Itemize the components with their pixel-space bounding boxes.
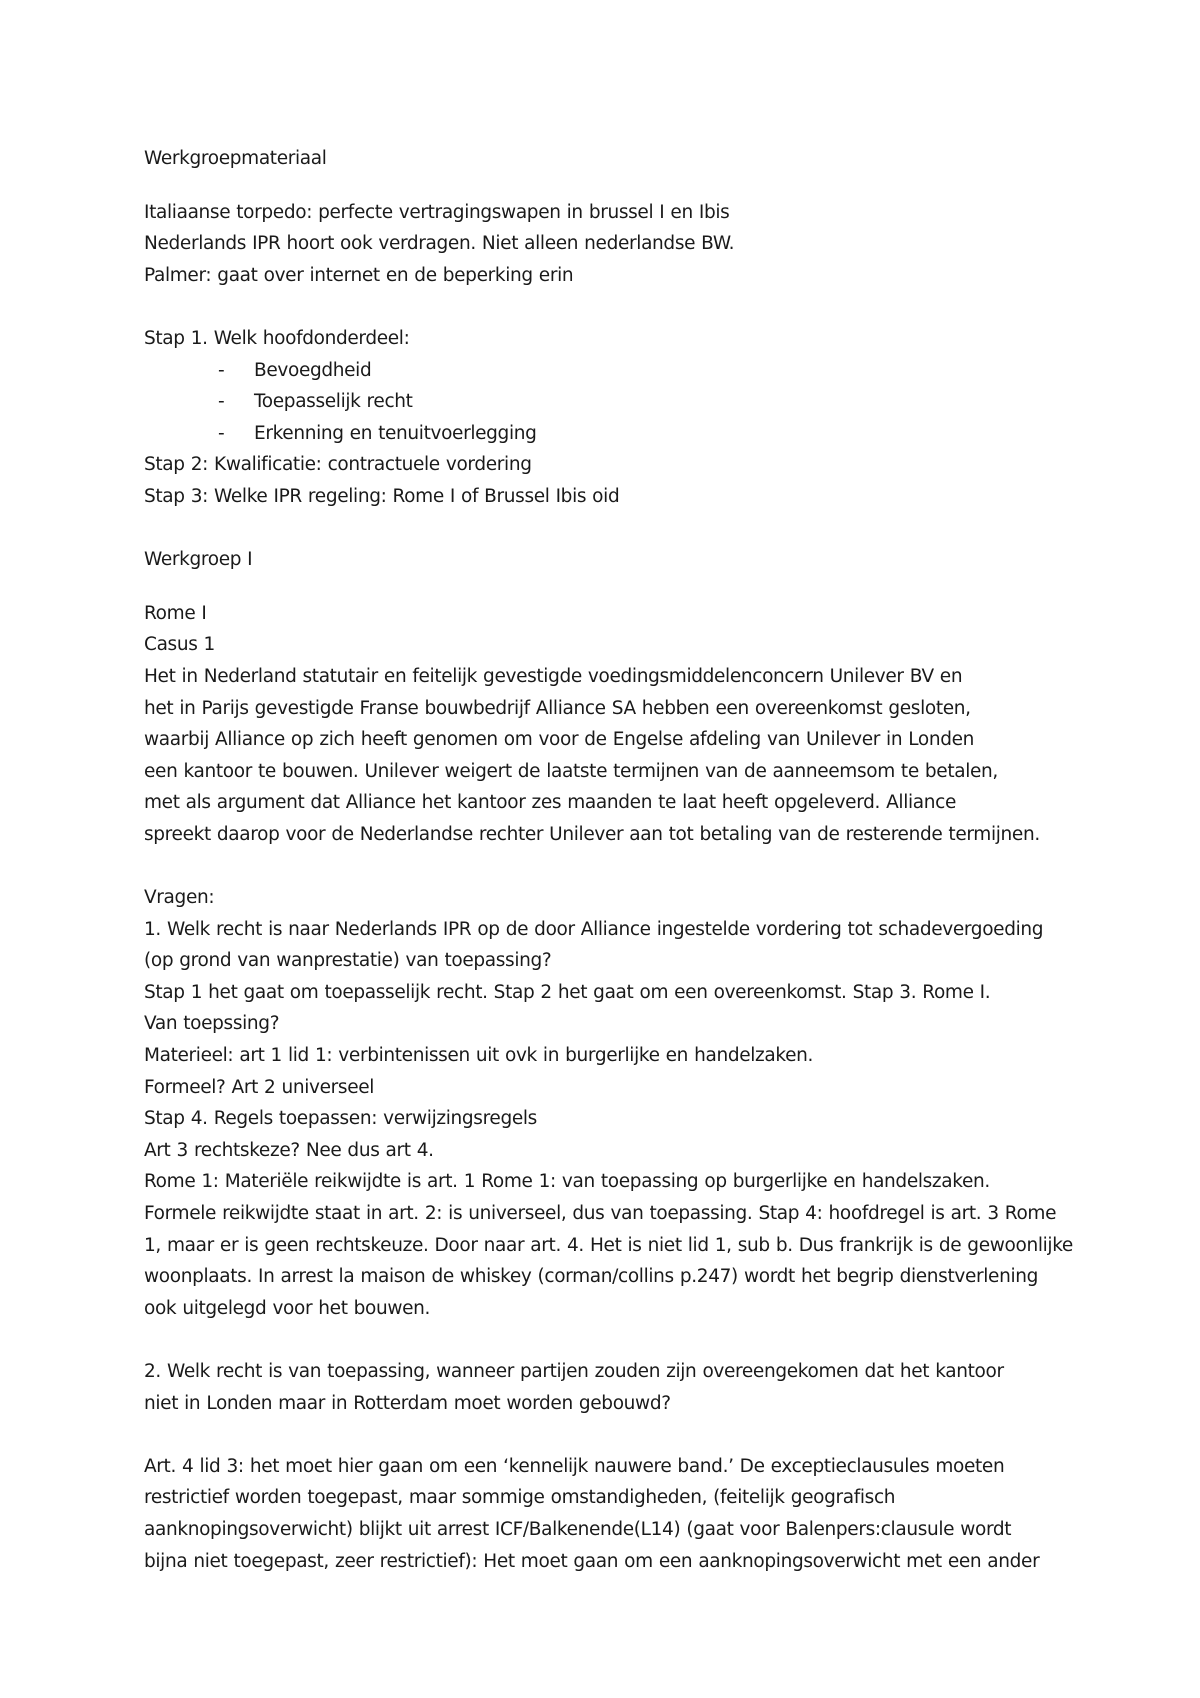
stap1-heading: Stap 1. Welk hoofdonderdeel: [144, 327, 410, 349]
vraag2-line: niet in Londen maar in Rotterdam moet worden gebouwd? [144, 1392, 671, 1414]
spacer [144, 513, 1064, 545]
vraag1-line: Materieel: art 1 lid 1: verbintenissen uit ovk in burgerlijke en handelzaken. [144, 1045, 814, 1067]
list-item-text: Erkenning en tenuitvoerlegging [254, 422, 537, 444]
stap1-list-item [144, 355, 1064, 387]
werkgroep-heading: Werkgroep I [144, 549, 253, 571]
bullet-dash: - [218, 391, 225, 413]
antwoord2-line: Art. 4 lid 3: het moet hier gaan om een ‘kennelijk nauwere band.’ De exceptieclausules moeten [144, 1455, 1005, 1477]
list-item-text: Toepasselijk recht [254, 391, 413, 413]
casus-text-line: het in Parijs gevestigde Franse bouwbedrijf Alliance SA hebben een overeenkomst gesloten, [144, 697, 971, 719]
stap2-line: Stap 2: Kwalificatie: contractuele vordering [144, 454, 532, 476]
casus-text-line: spreekt daarop voor de Nederlandse rechter Unilever aan tot betaling van de resterende termijnen. [144, 823, 1040, 845]
spacer [144, 576, 1064, 598]
casus-text-line: Het in Nederland statutair en feitelijk gevestigde voedingsmiddelenconcern Unilever BV en [144, 665, 963, 687]
vraag1-line: (op grond van wanprestatie) van toepassing? [144, 950, 552, 972]
vraag1-line: 1. Welk recht is naar Nederlands IPR op de door Alliance ingestelde vordering tot schadevergoeding [144, 918, 1044, 940]
spacer [144, 1324, 1064, 1356]
casus-heading: Casus 1 [144, 634, 215, 656]
vraag1-line: Stap 4. Regels toepassen: verwijzingsregels [144, 1108, 537, 1130]
spacer [144, 175, 1064, 197]
vraag1-line: Van toepssing? [144, 1013, 280, 1035]
vraag1-line: Stap 1 het gaat om toepasselijk recht. Stap 2 het gaat om een overeenkomst. Stap 3. Rome I. [144, 981, 991, 1003]
antwoord2-line: aanknopingsoverwicht) blijkt uit arrest ICF/Balkenende(L14) (gaat voor Balenpers:clausule wordt [144, 1518, 1012, 1540]
casus-text-line: waarbij Alliance op zich heeft genomen om voor de Engelse afdeling van Unilever in Londen [144, 729, 975, 751]
vragen-heading: Vragen: [144, 887, 215, 909]
spacer [144, 1419, 1064, 1451]
stap3-line: Stap 3: Welke IPR regeling: Rome I of Brussel Ibis oid [144, 485, 620, 507]
antwoord2-line: bijna niet toegepast, zeer restrictief): Het moet gaan om een aanknopingsoverwicht met een ander [144, 1550, 1040, 1572]
intro-line: Italiaanse torpedo: perfecte vertragingswapen in brussel I en Ibis [144, 201, 730, 223]
stap1-list-item [144, 386, 1064, 418]
spacer [144, 850, 1064, 882]
casus-text-line: met als argument dat Alliance het kantoor zes maanden te laat heeft opgeleverd. Alliance [144, 792, 956, 814]
vraag1-line: Formele reikwijdte staat in art. 2: is universeel, dus van toepassing. Stap 4: hoofdregel is art. 3 Rome [144, 1203, 1057, 1224]
bullet-dash: - [218, 359, 225, 381]
vraag1-line: Rome 1: Materiële reikwijdte is art. 1 Rome 1: van toepassing op burgerlijke en handelszaken. [144, 1171, 990, 1193]
casus-text-line: een kantoor te bouwen. Unilever weigert de laatste termijnen van de aanneemsom te betalen, [144, 760, 998, 782]
list-item-text: Bevoegdheid [254, 359, 372, 381]
vraag1-line: Art 3 rechtskeze? Nee dus art 4. [144, 1139, 434, 1161]
document-body [144, 143, 1073, 1577]
bullet-dash: - [218, 422, 225, 444]
intro-line: Palmer: gaat over internet en de beperking erin [144, 264, 574, 286]
document-title: Werkgroepmateriaal [144, 148, 327, 169]
vraag1-line: ook uitgelegd voor het bouwen. [144, 1297, 431, 1319]
vraag1-line: 1, maar er is geen rechtskeuze. Door naar art. 4. Het is niet lid 1, sub b. Dus frankrijk is de gewoonlijke [144, 1234, 1073, 1256]
vraag1-line: Formeel? Art 2 universeel [144, 1076, 375, 1098]
vraag1-line: woonplaats. In arrest la maison de whiskey (corman/collins p.247) wordt het begrip dienstverlening [144, 1266, 1039, 1288]
intro-line: Nederlands IPR hoort ook verdragen. Niet alleen nederlandse BW. [144, 233, 735, 255]
spacer [144, 291, 1064, 323]
rome-heading: Rome I [144, 602, 207, 624]
antwoord2-line: restrictief worden toegepast, maar sommige omstandigheden, (feitelijk geografisch [144, 1487, 896, 1509]
vraag2-line: 2. Welk recht is van toepassing, wanneer partijen zouden zijn overeengekomen dat het kantoor [144, 1360, 1004, 1382]
stap1-list-item [144, 418, 1064, 450]
